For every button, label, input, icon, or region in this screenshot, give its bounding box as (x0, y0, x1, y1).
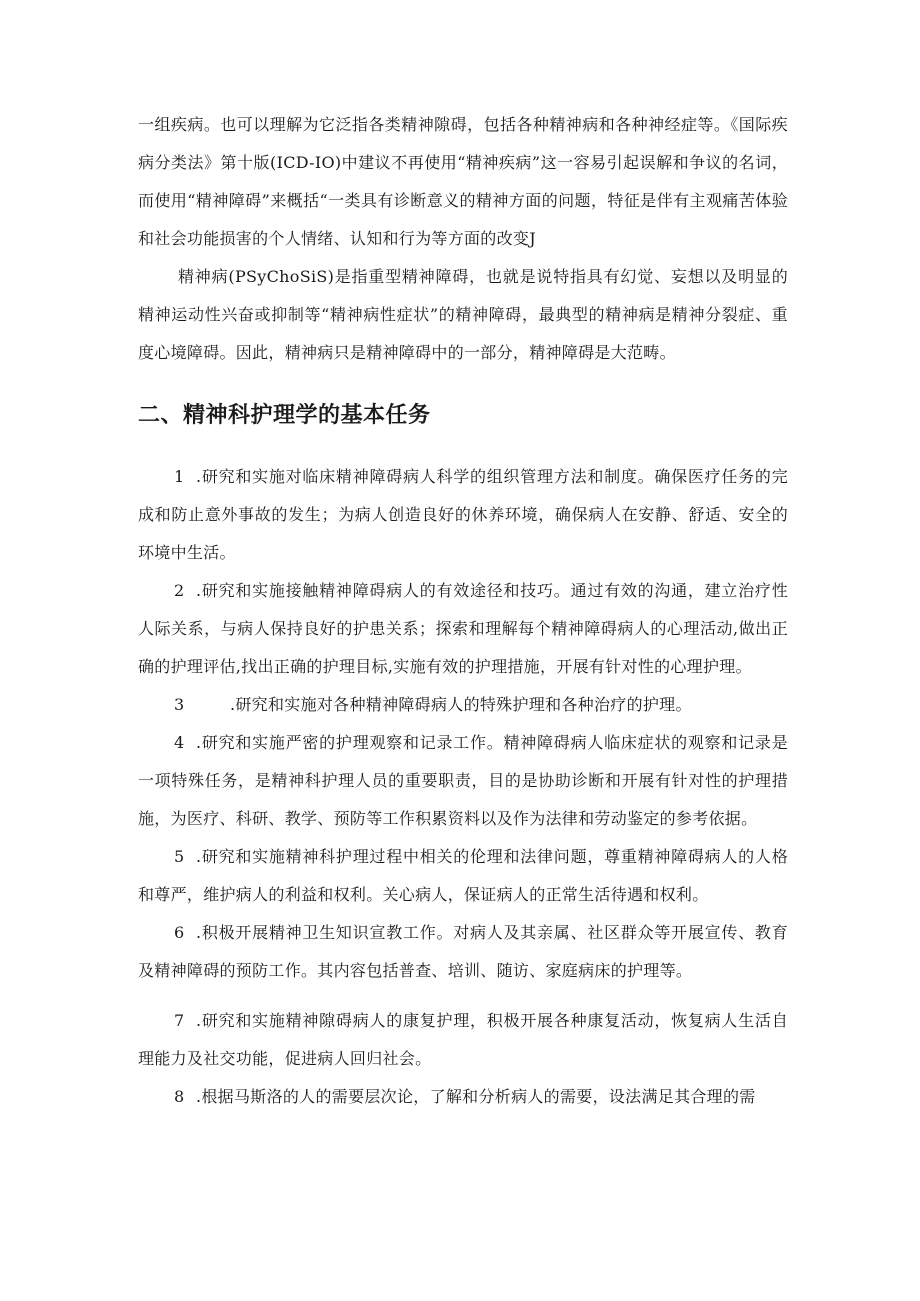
task-list (138, 458, 788, 1116)
task-text: .研究和实施对各种精神障碍病人的特殊护理和各种治疗的护理。 (230, 695, 692, 714)
task-text: .研究和实施严密的护理观察和记录工作。精神障碍病人临床症状的观察和记录是一项特殊任务，是精神科护理人员的重要职责，目的是协助诊断和开展有针对性的护理措施，为医疗、科研、教学、预防等工作积累资料以及作为法律和劳动鉴定的参考依据。 (138, 733, 788, 828)
task-number: 1 (174, 467, 185, 486)
task-text: .研究和实施接触精神障碍病人的有效途径和技巧。通过有效的沟通，建立治疗性人际关系，与病人保持良好的护患关系；探索和理解每个精神障碍病人的心理活动,做出正确的护理评估,找出正确的护理目标,实施有效的护理措施，开展有针对性的心理护理。 (138, 581, 788, 676)
task-text: .根据马斯洛的人的需要层次论，了解和分析病人的需要，设法满足其合理的需 (196, 1087, 756, 1106)
task-item-6 (138, 914, 788, 990)
task-number: 2 (174, 581, 185, 600)
task-text: .研究和实施精神隙碍病人的康复护理，积极开展各种康复活动，恢复病人生活自理能力及社交功能，促进病人回归社会。 (138, 1011, 788, 1068)
task-text: .积极开展精神卫生知识宣教工作。对病人及其亲属、社区群众等开展宣传、教育及精神障碍的预防工作。其内容包括普查、培训、随访、家庭病床的护理等。 (138, 923, 788, 980)
task-number: 4 (174, 733, 185, 752)
intro-paragraph-2: 精神病(PSyChoSiS)是指重型精神障碍，也就是说特指具有幻觉、妄想以及明显的精神运动性兴奋或抑制等“精神病性症状”的精神障碍，最典型的精神病是精神分裂症、重度心境障碍。因此，精神病只是精神障碍中的一部分，精神障碍是大范畴。 (138, 267, 788, 362)
task-number: 3 (174, 695, 185, 714)
task-text: .研究和实施对临床精神障碍病人科学的组织管理方法和制度。确保医疗任务的完成和防止意外事故的发生；为病人创造良好的休养环境，确保病人在安静、舒适、安全的环境中生活。 (138, 467, 788, 562)
intro-paragraph-1: 一组疾病。也可以理解为它泛指各类精神隙碍，包括各种精神病和各种神经症等。《国际疾病分类法》第十版(ICD-IO)中建议不再使用“精神疾病”这一容易引起误解和争议的名词，而使用“精神障碍”来概括“一类具有诊断意义的精神方面的问题，特征是伴有主观痛苦体验和社会功能损害的个人情绪、认知和行为等方面的改变J (138, 115, 788, 248)
task-item-8 (138, 1078, 788, 1116)
task-item-1 (138, 458, 788, 572)
intro-section (138, 106, 788, 372)
task-number: 8 (174, 1087, 185, 1106)
task-number: 6 (174, 923, 185, 942)
task-text: .研究和实施精神科护理过程中相关的伦理和法律问题，尊重精神障碍病人的人格和尊严，维护病人的利益和权利。关心病人，保证病人的正常生活待遇和权利。 (138, 847, 788, 904)
task-item-5 (138, 838, 788, 914)
task-number: 7 (174, 1011, 185, 1030)
task-item-3 (138, 686, 788, 724)
task-number: 5 (174, 847, 185, 866)
task-item-2 (138, 572, 788, 686)
task-item-7 (138, 1002, 788, 1078)
task-item-4 (138, 724, 788, 838)
section-heading: 二、精神科护理学的基本任务 (138, 403, 431, 428)
